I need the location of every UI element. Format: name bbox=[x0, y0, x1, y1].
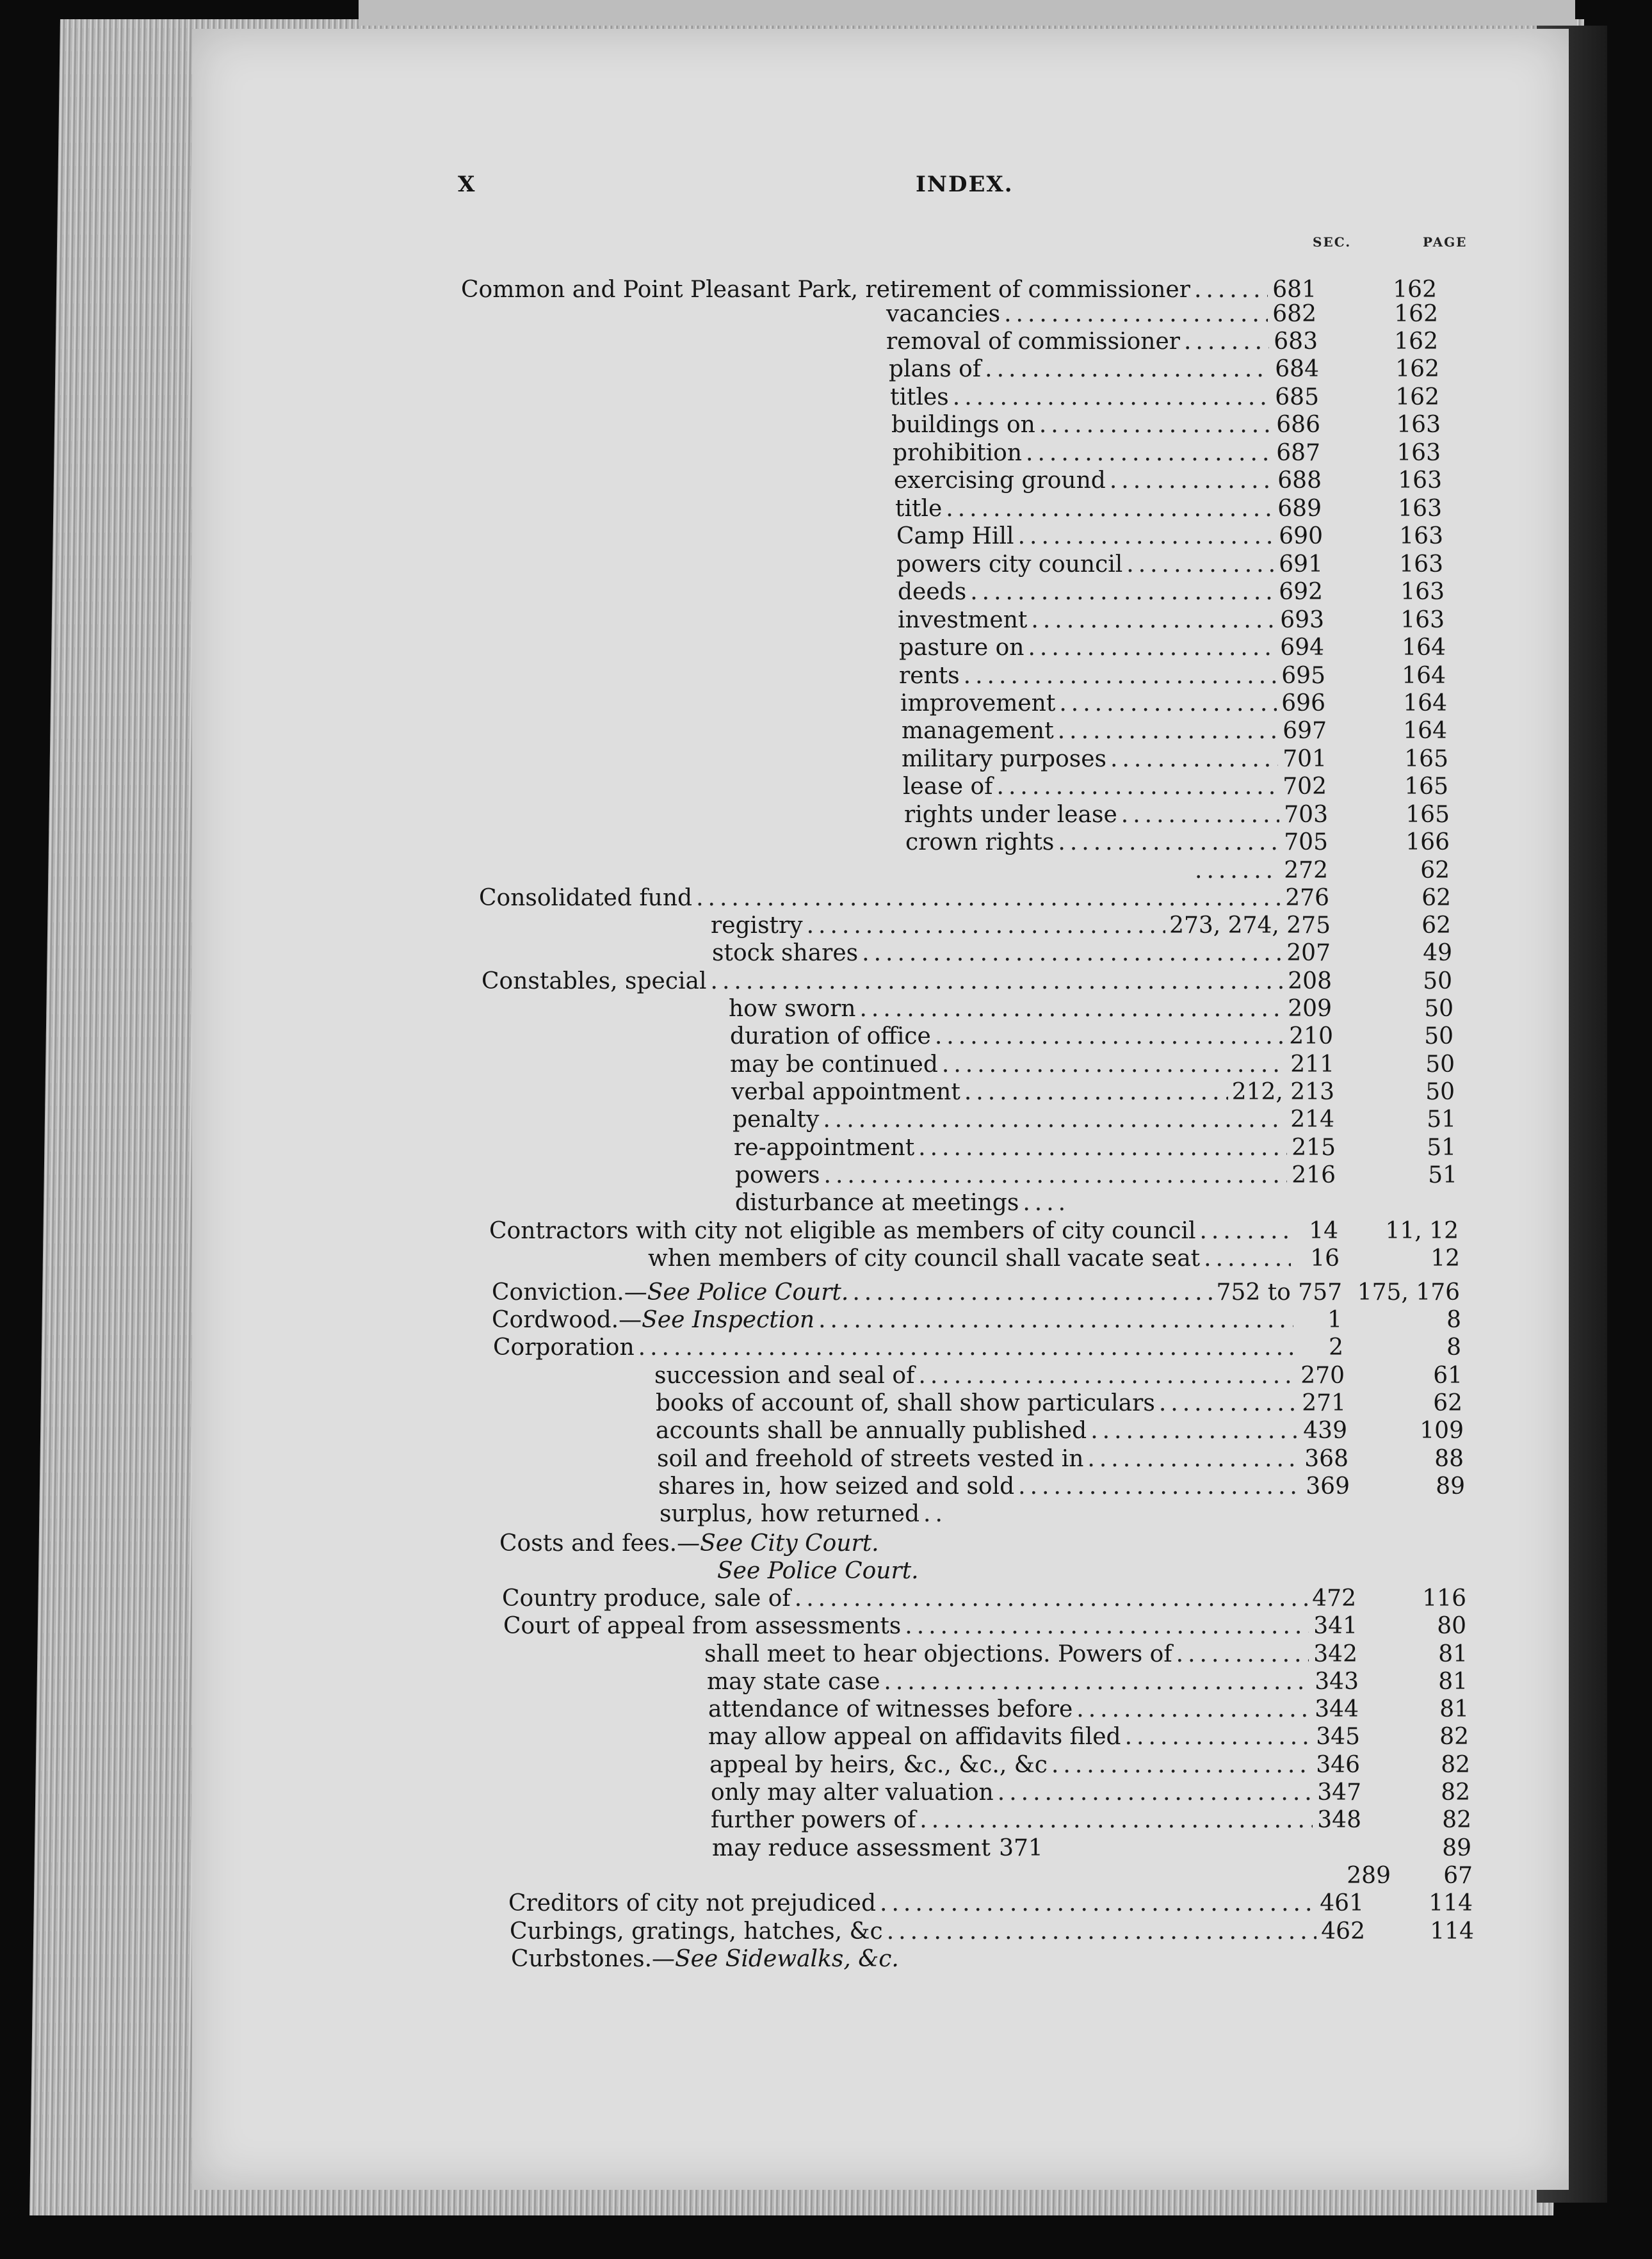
entry-label: Constables, special bbox=[482, 968, 707, 994]
index-entry bbox=[502, 1585, 1356, 1614]
index-entry bbox=[893, 440, 1320, 468]
index-entry bbox=[654, 1363, 1345, 1391]
entry-label: Corporation bbox=[493, 1334, 635, 1361]
entry-label: when members of city council shall vacate seat bbox=[648, 1245, 1201, 1272]
see-reference: See Police Court. bbox=[717, 1558, 919, 1584]
entry-label: management bbox=[902, 718, 1054, 744]
index-entry bbox=[898, 607, 1324, 635]
page-number: 51 bbox=[1428, 1162, 1457, 1188]
entry-label: powers city council bbox=[896, 551, 1123, 578]
entry-label: rights under lease bbox=[904, 802, 1117, 828]
index-entry bbox=[890, 384, 1319, 412]
section-number: 273, 274, 275 bbox=[1169, 912, 1331, 939]
section-number: 702 bbox=[1283, 773, 1327, 800]
leader-dots bbox=[824, 1162, 1287, 1188]
leader-dots bbox=[970, 579, 1274, 605]
entry-label: appeal by heirs, &c., &c., &c bbox=[709, 1752, 1048, 1778]
index-entry bbox=[656, 1418, 1347, 1446]
section-number: 16 bbox=[1310, 1245, 1340, 1272]
entry-label: plans of bbox=[889, 356, 982, 382]
section-number: 2 bbox=[1329, 1334, 1343, 1361]
page-title: INDEX. bbox=[916, 172, 1014, 197]
index-entry bbox=[729, 996, 1332, 1024]
section-number: 705 bbox=[1284, 829, 1328, 855]
leader-dots bbox=[997, 773, 1278, 800]
page-number: 50 bbox=[1424, 996, 1454, 1022]
page-number: 163 bbox=[1400, 607, 1445, 633]
section-number: 472 bbox=[1312, 1585, 1356, 1612]
index-entry bbox=[708, 1724, 1360, 1752]
leader-dots bbox=[905, 1613, 1309, 1639]
entry-label: investment bbox=[898, 607, 1028, 633]
page-number: 162 bbox=[1394, 328, 1438, 355]
section-number: 271 bbox=[1302, 1390, 1346, 1416]
entry-label: exercising ground bbox=[894, 467, 1106, 494]
entry-label: may state case bbox=[707, 1669, 880, 1695]
page-number: 164 bbox=[1402, 663, 1446, 689]
index-entry bbox=[479, 885, 1329, 913]
index-entry bbox=[905, 829, 1328, 857]
page-number: 163 bbox=[1397, 440, 1441, 466]
see-reference: See Inspection bbox=[642, 1307, 815, 1333]
leader-dots bbox=[1004, 301, 1268, 327]
index-entry bbox=[1191, 857, 1328, 886]
leader-dots bbox=[818, 1307, 1293, 1333]
section-number: 270 bbox=[1300, 1363, 1345, 1389]
section-number: 212, 213 bbox=[1231, 1079, 1334, 1105]
index-entry bbox=[658, 1473, 1350, 1502]
entry-label: improvement bbox=[900, 690, 1056, 717]
index-entry bbox=[898, 579, 1323, 607]
section-number: 696 bbox=[1281, 690, 1325, 717]
page-number: 89 bbox=[1436, 1473, 1465, 1500]
section-number: 348 bbox=[1317, 1807, 1361, 1833]
page-number: 163 bbox=[1399, 551, 1443, 578]
entry-label: crown rights bbox=[905, 829, 1055, 855]
section-number: 211 bbox=[1290, 1051, 1334, 1078]
index-entry bbox=[711, 1779, 1361, 1808]
leader-dots bbox=[859, 996, 1283, 1022]
leader-dots bbox=[1110, 467, 1273, 494]
leader-dots bbox=[1018, 1473, 1301, 1500]
leader-dots bbox=[862, 940, 1282, 966]
entry-label: Common and Point Pleasant Park, retirement of commissioner bbox=[461, 277, 1190, 303]
index-entry bbox=[711, 912, 1331, 941]
page-number: 165 bbox=[1404, 746, 1448, 772]
page-number: 50 bbox=[1425, 1079, 1455, 1105]
page-number: 82 bbox=[1441, 1779, 1470, 1806]
section-number: 462 bbox=[1321, 1918, 1365, 1945]
leader-dots bbox=[696, 885, 1281, 911]
leader-dots bbox=[1126, 551, 1274, 578]
entry-label: attendance of witnesses before bbox=[708, 1696, 1073, 1722]
entry-label: military purposes bbox=[902, 746, 1107, 772]
entry-label: Cordwood.—See Inspection bbox=[492, 1307, 815, 1333]
page-number: 89 bbox=[1442, 1835, 1471, 1861]
leader-dots bbox=[884, 1669, 1310, 1695]
index-entry bbox=[903, 773, 1327, 802]
index-entry bbox=[708, 1696, 1359, 1724]
index-entry bbox=[510, 1918, 1365, 1947]
section-number: 209 bbox=[1288, 996, 1332, 1022]
see-reference: See Sidewalks, &c. bbox=[675, 1946, 899, 1972]
section-number: 701 bbox=[1283, 746, 1327, 772]
page-number: 12 bbox=[1430, 1245, 1460, 1272]
leader-dots bbox=[1159, 1390, 1297, 1416]
page-number: 49 bbox=[1423, 940, 1452, 966]
index-entry bbox=[900, 690, 1325, 718]
leader-dots bbox=[1087, 1446, 1300, 1472]
leader-dots bbox=[1051, 1752, 1311, 1778]
page-number: 164 bbox=[1402, 635, 1446, 661]
index-entry bbox=[489, 1218, 1338, 1246]
entry-label: surplus, how returned bbox=[660, 1501, 920, 1527]
leader-dots bbox=[807, 912, 1166, 939]
entry-label: stock shares bbox=[712, 940, 859, 966]
section-number: 439 bbox=[1303, 1418, 1347, 1444]
section-number: 214 bbox=[1290, 1106, 1334, 1133]
entry-label: shall meet to hear objections. Powers of bbox=[704, 1641, 1172, 1667]
entry-label: may reduce assessment bbox=[712, 1835, 991, 1861]
index-entry bbox=[730, 1051, 1334, 1080]
see-reference: See City Court. bbox=[700, 1530, 879, 1557]
page-number: 50 bbox=[1423, 968, 1452, 994]
index-entry bbox=[886, 328, 1318, 357]
section-number: 693 bbox=[1280, 607, 1324, 633]
leader-dots bbox=[953, 384, 1270, 410]
section-number: 216 bbox=[1292, 1162, 1336, 1188]
section-number: 347 bbox=[1317, 1779, 1361, 1806]
leader-dots bbox=[1039, 412, 1272, 438]
section-number: 369 bbox=[1306, 1473, 1350, 1500]
entry-label: books of account of, shall show particulars bbox=[656, 1390, 1155, 1416]
leader-dots bbox=[1058, 829, 1279, 855]
index-entry bbox=[896, 551, 1323, 579]
entry-label: Costs and fees.—See City Court. bbox=[499, 1530, 879, 1557]
index-entry bbox=[712, 940, 1331, 968]
entry-label: Camp Hill bbox=[896, 523, 1014, 549]
page-number: 88 bbox=[1434, 1446, 1464, 1472]
section-number: 686 bbox=[1276, 412, 1320, 438]
page-number: 164 bbox=[1403, 718, 1447, 744]
page-number: 80 bbox=[1437, 1613, 1466, 1639]
entry-label: prohibition bbox=[893, 440, 1023, 466]
index-entry bbox=[704, 1641, 1357, 1669]
entry-label: disturbance at meetings bbox=[735, 1190, 1019, 1216]
index-entry bbox=[503, 1613, 1357, 1641]
page-number: 162 bbox=[1395, 356, 1439, 382]
entry-label: further powers of bbox=[711, 1807, 916, 1833]
leader-dots bbox=[1058, 718, 1278, 744]
page-number: 11, 12 bbox=[1385, 1218, 1459, 1244]
page-number: 109 bbox=[1420, 1418, 1464, 1444]
page-number: 62 bbox=[1420, 857, 1450, 884]
page-column-header: PAGE bbox=[1423, 234, 1468, 250]
leader-dots bbox=[964, 1079, 1228, 1105]
page-number: 8 bbox=[1446, 1307, 1461, 1333]
index-entry bbox=[734, 1135, 1336, 1163]
section-number: 341 bbox=[1313, 1613, 1357, 1639]
index-entry bbox=[895, 496, 1322, 524]
index-entry bbox=[511, 1946, 960, 1974]
leader-dots bbox=[946, 496, 1273, 522]
page-number: 163 bbox=[1399, 523, 1443, 549]
index-entry bbox=[492, 1307, 1342, 1335]
page-number: 165 bbox=[1404, 773, 1448, 800]
section-number: 685 bbox=[1275, 384, 1319, 410]
entry-label: Consolidated fund bbox=[479, 885, 693, 911]
entry-label: deeds bbox=[898, 579, 967, 605]
index-entry bbox=[899, 635, 1324, 663]
page-number: 82 bbox=[1442, 1807, 1471, 1833]
entry-label: powers bbox=[735, 1162, 820, 1188]
page-number: 162 bbox=[1393, 277, 1437, 303]
entry-label: shares in, how seized and sold bbox=[658, 1473, 1015, 1500]
page-numeral: X bbox=[458, 172, 476, 197]
leader-dots bbox=[998, 1779, 1313, 1806]
index-entry bbox=[899, 663, 1325, 691]
index-entry bbox=[904, 802, 1328, 830]
index-entry bbox=[896, 523, 1323, 551]
leader-dots bbox=[1076, 1696, 1310, 1722]
leader-dots bbox=[935, 1023, 1284, 1049]
see-reference: See Police Court. bbox=[647, 1279, 849, 1306]
leader-dots bbox=[795, 1585, 1308, 1612]
entry-label: pasture on bbox=[899, 635, 1024, 661]
index-entry bbox=[508, 1890, 1364, 1918]
page-number: 166 bbox=[1405, 829, 1450, 855]
page-number: 163 bbox=[1400, 579, 1445, 605]
page-number: 51 bbox=[1427, 1135, 1456, 1161]
section-number: 687 bbox=[1276, 440, 1320, 466]
page-number: 8 bbox=[1446, 1334, 1461, 1361]
index-entry bbox=[492, 1279, 1342, 1308]
entry-label: penalty bbox=[733, 1106, 820, 1133]
index-entry bbox=[894, 467, 1322, 496]
leader-dots bbox=[1194, 277, 1268, 303]
index-entry bbox=[735, 1162, 1336, 1190]
entry-label: verbal appointment bbox=[731, 1079, 960, 1105]
entry-label: vacancies bbox=[886, 301, 1001, 327]
entry-label bbox=[717, 1558, 919, 1584]
page-number: 163 bbox=[1398, 496, 1442, 522]
section-number: 276 bbox=[1285, 885, 1329, 911]
section-number: 694 bbox=[1280, 635, 1324, 661]
page-number: 165 bbox=[1405, 802, 1450, 828]
entry-label: registry bbox=[711, 912, 803, 939]
page-number: 163 bbox=[1397, 412, 1441, 438]
page-number: 50 bbox=[1424, 1023, 1454, 1049]
entry-label: may allow appeal on affidavits filed bbox=[708, 1724, 1121, 1750]
section-number: 272 bbox=[1284, 857, 1328, 884]
leader-dots bbox=[880, 1890, 1315, 1916]
entry-label: Conviction.—See Police Court. bbox=[492, 1279, 849, 1306]
section-number: 14 bbox=[1309, 1218, 1338, 1244]
leader-dots bbox=[1018, 523, 1274, 549]
entry-label: Curbings, gratings, hatches, &c bbox=[510, 1918, 883, 1945]
index-entry bbox=[709, 1752, 1360, 1780]
section-number: 689 bbox=[1277, 496, 1322, 522]
section-number: 345 bbox=[1316, 1724, 1360, 1750]
leader-dots bbox=[1028, 635, 1275, 661]
index-entry bbox=[889, 356, 1319, 384]
page-number: 164 bbox=[1403, 690, 1447, 717]
section-number: 215 bbox=[1292, 1135, 1336, 1161]
section-number: 688 bbox=[1277, 467, 1322, 494]
index-entry bbox=[891, 412, 1320, 440]
index-entry bbox=[730, 1023, 1333, 1051]
page-number: 81 bbox=[1438, 1669, 1468, 1695]
entry-label: titles bbox=[890, 384, 949, 410]
section-number: 461 bbox=[1320, 1890, 1364, 1916]
leader-dots bbox=[985, 356, 1270, 382]
leader-dots bbox=[711, 968, 1283, 994]
page-number: 67 bbox=[1443, 1863, 1473, 1889]
index-entry bbox=[902, 718, 1327, 746]
section-number: 371 bbox=[999, 1835, 1043, 1861]
leader-dots bbox=[823, 1106, 1286, 1133]
leader-dots bbox=[1204, 1245, 1291, 1272]
index-entry bbox=[657, 1446, 1348, 1474]
index-entry bbox=[656, 1390, 1346, 1418]
leader-dots bbox=[1199, 1218, 1290, 1244]
entry-label: duration of office bbox=[730, 1023, 931, 1049]
entry-label: re-appointment bbox=[734, 1135, 915, 1161]
entry-label: buildings on bbox=[891, 412, 1035, 438]
leader-dots bbox=[1026, 440, 1272, 466]
entry-label: lease of bbox=[903, 773, 993, 800]
entry-label: Contractors with city not eligible as members of city council bbox=[489, 1218, 1196, 1244]
index-entry bbox=[902, 746, 1327, 774]
page-number: 51 bbox=[1427, 1106, 1456, 1133]
section-number: 208 bbox=[1288, 968, 1332, 994]
section-number: 683 bbox=[1274, 328, 1318, 355]
entry-label: Curbstones.—See Sidewalks, &c. bbox=[511, 1946, 899, 1972]
index-entry bbox=[482, 968, 1332, 996]
section-number: 695 bbox=[1281, 663, 1325, 689]
index-entry bbox=[712, 1835, 1043, 1863]
index-entry bbox=[1338, 1863, 1391, 1891]
page-number: 162 bbox=[1394, 301, 1438, 327]
page-number: 62 bbox=[1421, 885, 1451, 911]
page-number: 61 bbox=[1433, 1363, 1462, 1389]
leader-dots bbox=[1059, 690, 1277, 717]
page-number: 162 bbox=[1395, 384, 1439, 410]
section-number: 684 bbox=[1275, 356, 1319, 382]
entry-label: Creditors of city not prejudiced bbox=[508, 1890, 876, 1916]
index-entry bbox=[707, 1669, 1359, 1697]
entry-label: accounts shall be annually published bbox=[656, 1418, 1087, 1444]
leader-dots bbox=[1110, 746, 1278, 772]
leader-dots bbox=[1184, 328, 1269, 355]
section-number: 692 bbox=[1279, 579, 1323, 605]
leader-dots bbox=[1121, 802, 1279, 828]
sec-column-header: SEC. bbox=[1313, 234, 1352, 250]
top-page-strip bbox=[359, 0, 1575, 26]
page-number: 50 bbox=[1425, 1051, 1455, 1078]
entry-label: succession and seal of bbox=[654, 1363, 915, 1389]
section-number: 697 bbox=[1283, 718, 1327, 744]
section-number: 682 bbox=[1272, 301, 1316, 327]
index-entry bbox=[499, 1530, 960, 1559]
section-number: 343 bbox=[1315, 1669, 1359, 1695]
entry-label: title bbox=[895, 496, 943, 522]
page-number: 114 bbox=[1429, 1890, 1473, 1916]
page-number: 175, 176 bbox=[1357, 1279, 1460, 1306]
leader-dots bbox=[638, 1334, 1295, 1361]
page-number: 62 bbox=[1421, 912, 1451, 939]
leader-dots bbox=[919, 1807, 1313, 1833]
page-number: 82 bbox=[1441, 1752, 1470, 1778]
leader-dots bbox=[923, 1501, 944, 1527]
entry-label: only may alter valuation bbox=[711, 1779, 994, 1806]
section-number: 210 bbox=[1289, 1023, 1333, 1049]
leader-dots bbox=[1023, 1190, 1072, 1216]
leader-dots bbox=[964, 663, 1277, 689]
index-entry bbox=[733, 1106, 1334, 1135]
section-number: 344 bbox=[1315, 1696, 1359, 1722]
section-number: 1 bbox=[1327, 1307, 1342, 1333]
leader-dots bbox=[852, 1279, 1212, 1306]
entry-label: removal of commissioner bbox=[886, 328, 1180, 355]
index-entry bbox=[886, 301, 1316, 329]
index-entry bbox=[493, 1334, 1343, 1363]
leader-dots bbox=[942, 1051, 1286, 1078]
leader-dots bbox=[887, 1918, 1316, 1945]
entry-label: rents bbox=[899, 663, 960, 689]
leader-dots bbox=[1090, 1418, 1299, 1444]
page-number: 163 bbox=[1398, 467, 1442, 494]
entry-label: Court of appeal from assessments bbox=[503, 1613, 902, 1639]
leader-dots bbox=[1176, 1641, 1309, 1667]
section-number: 691 bbox=[1279, 551, 1323, 578]
section-number: 289 bbox=[1347, 1863, 1391, 1889]
entry-label: how sworn bbox=[729, 996, 856, 1022]
section-number: 207 bbox=[1286, 940, 1331, 966]
section-number: 368 bbox=[1304, 1446, 1348, 1472]
leader-dots bbox=[918, 1135, 1287, 1161]
index-entry bbox=[717, 1558, 960, 1586]
leader-dots bbox=[1031, 607, 1275, 633]
page-number: 81 bbox=[1439, 1696, 1469, 1722]
entry-label: may be continued bbox=[730, 1051, 938, 1078]
entry-label: Country produce, sale of bbox=[502, 1585, 791, 1612]
index-entry bbox=[731, 1079, 1334, 1107]
section-number: 346 bbox=[1316, 1752, 1360, 1778]
section-number: 703 bbox=[1284, 802, 1328, 828]
page-number: 62 bbox=[1433, 1390, 1462, 1416]
leader-dots bbox=[1125, 1724, 1311, 1750]
section-number: 342 bbox=[1313, 1641, 1357, 1667]
index-entry bbox=[735, 1190, 1076, 1218]
leader-dots bbox=[918, 1363, 1296, 1389]
page-number: 82 bbox=[1439, 1724, 1469, 1750]
index-entry bbox=[660, 1501, 948, 1529]
leader-dots bbox=[1195, 857, 1279, 884]
section-number: 752 to 757 bbox=[1216, 1279, 1342, 1306]
index-entry bbox=[711, 1807, 1361, 1835]
section-number: 690 bbox=[1279, 523, 1323, 549]
index-entry bbox=[648, 1245, 1340, 1274]
page-number: 81 bbox=[1438, 1641, 1468, 1667]
entry-label: soil and freehold of streets vested in bbox=[657, 1446, 1084, 1472]
section-number: 681 bbox=[1272, 277, 1316, 303]
page-number: 116 bbox=[1422, 1585, 1466, 1612]
page-number: 114 bbox=[1430, 1918, 1474, 1945]
